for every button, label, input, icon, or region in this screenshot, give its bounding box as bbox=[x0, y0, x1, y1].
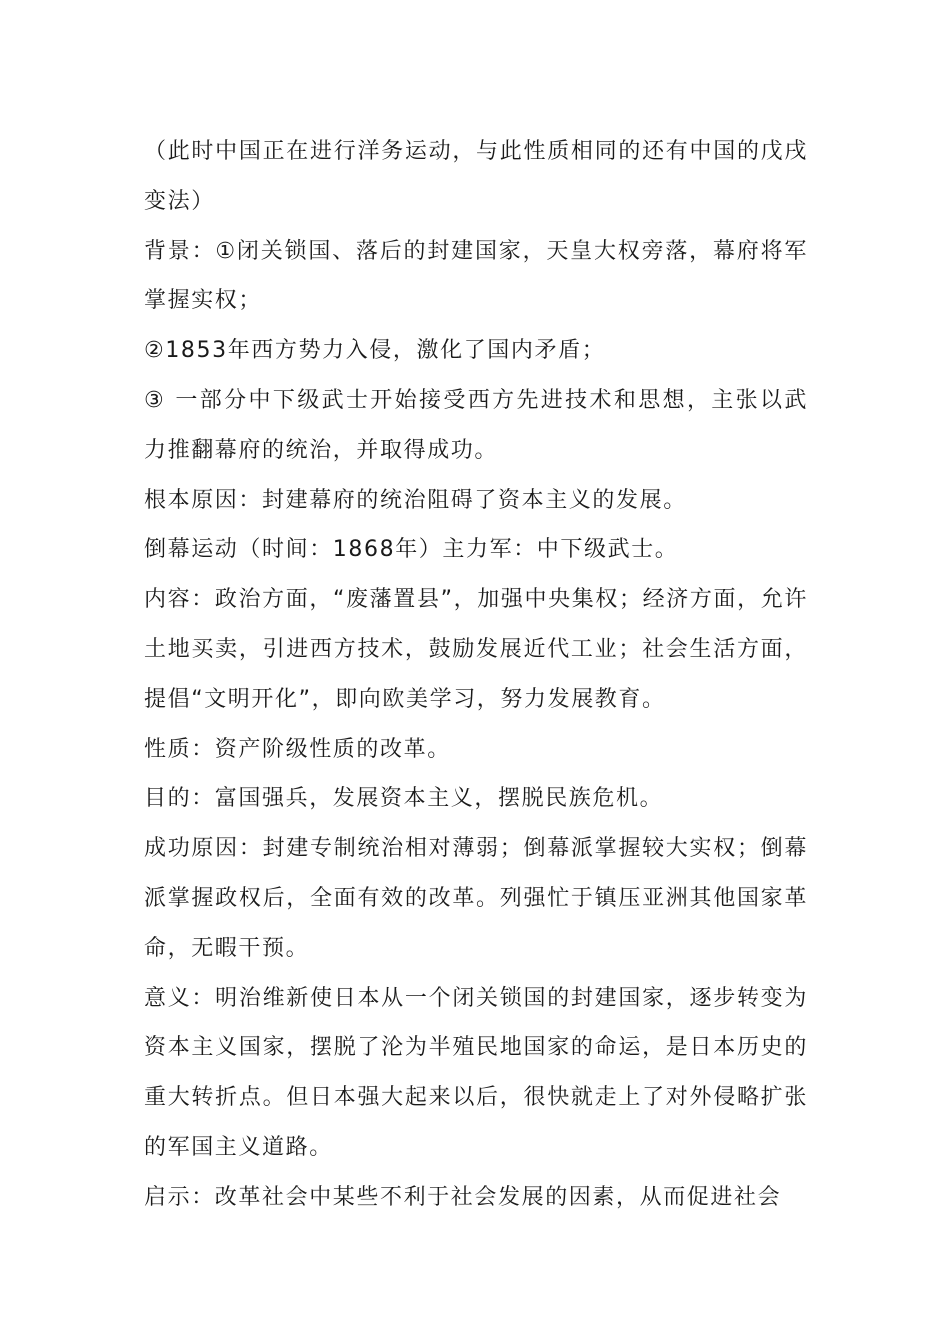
paragraph-background-2: ②1853年西方势力入侵，激化了国内矛盾； bbox=[144, 338, 606, 364]
paragraph-root-cause: 根本原因：封建幕府的统治阻碍了资本主义的发展。 bbox=[144, 487, 687, 513]
paragraph-content: 内容：政治方面，“废藩置县”，加强中央集权；经济方面，允许土地买卖，引进西方技术，鼓励发展近代工业；社会生活方面，提倡“文明开化”，即向欧美学习，努力发展教育。 bbox=[144, 587, 808, 712]
paragraph-success-reasons: 成功原因：封建专制统治相对薄弱；倒幕派掌握较大实权；倒幕派掌握政权后，全面有效的改革。列强忙于镇压亚洲其他国家革命，无暇干预。 bbox=[144, 836, 808, 961]
paragraph-purpose: 目的：富国强兵，发展资本主义，摆脱民族危机。 bbox=[144, 786, 664, 812]
paragraph-nature: 性质：资产阶级性质的改革。 bbox=[144, 736, 451, 762]
paragraph-inspiration: 启示：改革社会中某些不利于社会发展的因素，从而促进社会 bbox=[144, 1184, 782, 1210]
paragraph-significance: 意义：明治维新使日本从一个闭关锁国的封建国家，逐步转变为资本主义国家，摆脱了沦为半殖民地国家的命运，是日本历史的重大转折点。但日本强大起来以后，很快就走上了对外侵略扩张的军国主义道路。 bbox=[144, 985, 808, 1160]
paragraph-shogunate-overthrow: 倒幕运动（时间：1868年）主力军：中下级武士。 bbox=[144, 537, 679, 563]
paragraph-background-1: 背景：①闭关锁国、落后的封建国家，天皇大权旁落，幕府将军掌握实权； bbox=[144, 238, 808, 314]
paragraph-note-westernization: （此时中国正在进行洋务运动，与此性质相同的还有中国的戊戌变法） bbox=[144, 139, 808, 214]
paragraph-background-3: ③ 一部分中下级武士开始接受西方先进技术和思想，主张以武力推翻幕府的统治，并取得成功。 bbox=[144, 387, 808, 463]
document-body bbox=[144, 127, 808, 1223]
